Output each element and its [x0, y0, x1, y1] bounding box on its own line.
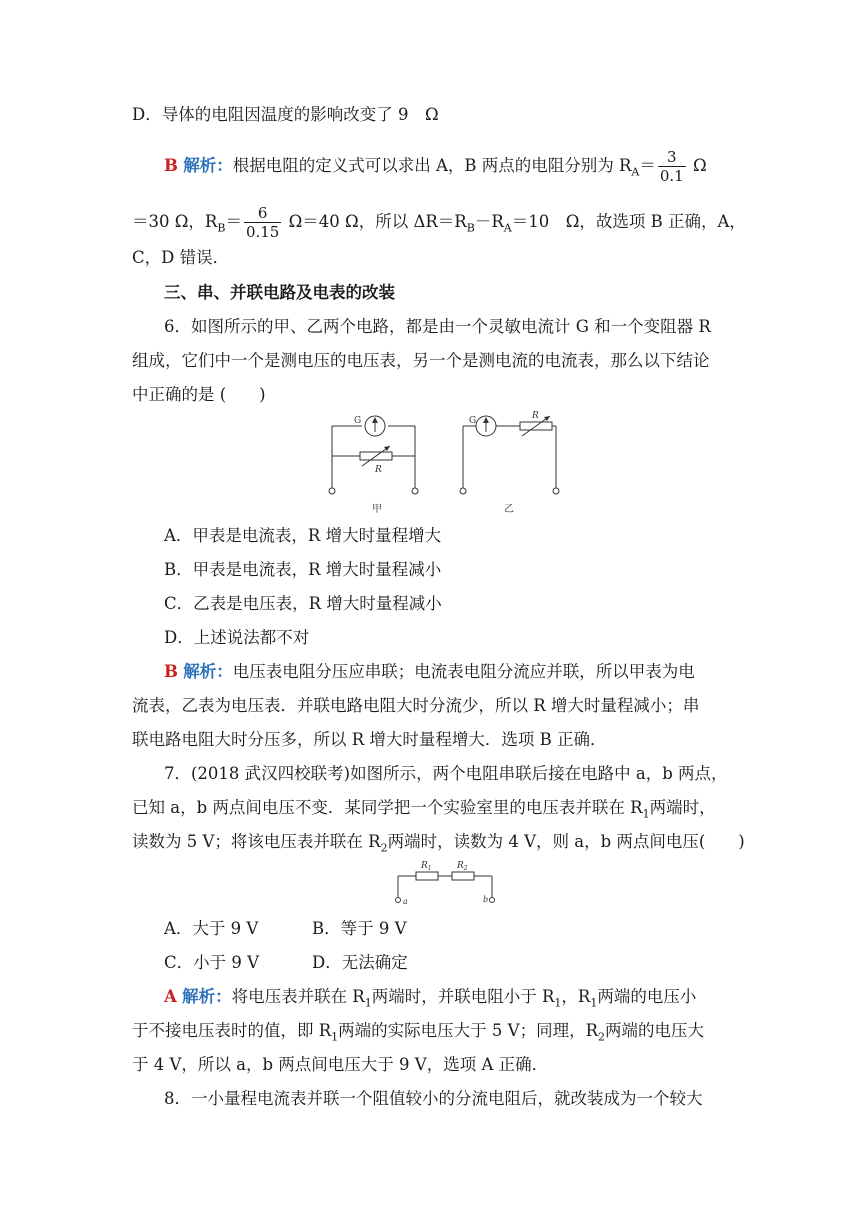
yi-label: 乙 — [504, 504, 514, 515]
answer-text: 将电压表并联在 R — [231, 987, 365, 1006]
subscript: 1 — [331, 1030, 339, 1044]
subscript: 1 — [642, 807, 650, 821]
answer-text: Ω＝40 Ω，所以 ΔR＝R — [288, 212, 467, 231]
answer-text: ＝10 Ω，故选项 B 正确，A， — [511, 212, 746, 231]
subscript: 2 — [598, 1030, 605, 1044]
series-resistor-diagram — [390, 856, 500, 908]
answer-text: 于不接电压表时的值，即 R — [132, 1021, 332, 1040]
jia-label: 甲 — [372, 504, 382, 515]
q7-answer-line-2 — [132, 1020, 704, 1048]
fraction-ra — [658, 148, 686, 185]
q7-option-a: A．大于 9 V — [164, 919, 259, 938]
q6-answer-line-3: 联电路电阻大时分压多，所以 R 增大时量程增大．选项 B 正确． — [132, 730, 607, 749]
stem-text: 读数为 5 V；将该电压表并联在 R — [132, 832, 381, 851]
answer-label: 解析： — [183, 662, 233, 681]
b-label: b — [483, 895, 489, 904]
r-label: R — [375, 465, 382, 475]
q7-answer-line-3: 于 4 V，所以 a，b 两点间电压大于 9 V，选项 A 正确． — [132, 1055, 549, 1074]
q7-stem-2 — [132, 797, 716, 825]
q6-option-d: D．上述说法都不对 — [164, 628, 310, 647]
q7-options-row-1 — [164, 918, 258, 940]
q6-stem-2: 组成，它们中一个是测电压的电压表，另一个是测电流的电流表，那么以下结论 — [132, 351, 710, 370]
q5-answer-line-2 — [132, 204, 746, 241]
fraction-denominator: 0.15 — [245, 223, 280, 241]
fraction-numerator: 6 — [244, 204, 281, 223]
answer-text: ＝30 Ω，R — [132, 212, 218, 231]
answer-label: 解析： — [182, 987, 232, 1006]
answer-text: 电压表电阻分压应串联；电流表电阻分流应并联，所以甲表为电 — [232, 662, 695, 681]
q6-answer-line-2: 流表，乙表为电压表．并联电路电阻大时分流少，所以 R 增大时量程减小；串 — [132, 696, 700, 715]
answer-text: 两端时，并联电阻小于 R — [371, 987, 555, 1006]
answer-text: －R — [474, 212, 504, 231]
answer-text: ，R — [561, 987, 591, 1006]
stem-text: 两端时，读数为 4 V，则 a，b 两点间电压( ) — [387, 832, 745, 851]
q6-option-a: A．甲表是电流表，R 增大时量程增大 — [164, 526, 442, 545]
unit: Ω — [692, 156, 707, 175]
q6-stem-1: 6．如图所示的甲、乙两个电路，都是由一个灵敏电流计 G 和一个变阻器 R — [164, 317, 711, 336]
subscript: 1 — [364, 996, 372, 1010]
q6-option-c: C．乙表是电压表，R 增大时量程减小 — [164, 594, 442, 613]
q6-stem-3: 中正确的是 ( ) — [132, 385, 266, 404]
q6-answer-line-1 — [164, 661, 695, 683]
r-label: R — [532, 411, 539, 421]
q6-option-b: B．甲表是电流表，R 增大时量程减小 — [164, 560, 442, 579]
q5-option-d: D．导体的电阻因温度的影响改变了 9 Ω — [132, 105, 439, 124]
answer-text: 根据电阻的定义式可以求出 A，B 两点的电阻分别为 R — [232, 156, 632, 175]
equals: ＝ — [225, 212, 242, 231]
answer-letter: A — [164, 987, 177, 1006]
g-label: G — [354, 416, 362, 426]
fraction-rb — [244, 204, 281, 241]
subscript: 1 — [554, 996, 562, 1010]
subscript: B — [466, 221, 475, 235]
subscript: A — [631, 165, 640, 179]
q7-option-c: C．小于 9 V — [164, 953, 260, 972]
answer-label: 解析： — [183, 156, 233, 175]
q7-stem-1: 7．(2018 武汉四校联考)如图所示，两个电阻串联后接在电路中 a，b 两点， — [164, 764, 728, 783]
q8-stem-1: 8．一小量程电流表并联一个阻值较小的分流电阻后，就改装成为一个较大 — [164, 1089, 703, 1108]
fraction-denominator: 0.1 — [659, 167, 684, 185]
subscript: B — [217, 221, 226, 235]
fraction-numerator: 3 — [658, 148, 686, 167]
r1-label: $R_1$ — [421, 861, 432, 872]
circuit-diagram-yi — [452, 410, 567, 520]
a-label: a — [403, 897, 408, 906]
answer-text: 两端的实际电压大于 5 V；同理，R — [338, 1021, 598, 1040]
q7-answer-line-1 — [164, 986, 696, 1014]
section-title: 三、串、并联电路及电表的改装 — [164, 283, 395, 302]
equals: ＝ — [639, 156, 656, 175]
stem-text: 已知 a，b 两点间电压不变．某同学把一个实验室里的电压表并联在 R — [132, 798, 643, 817]
stem-text: 两端时， — [649, 798, 716, 817]
answer-text: 两端的电压大 — [605, 1021, 704, 1040]
q5-answer-line-1 — [164, 148, 707, 185]
subscript: 2 — [380, 841, 388, 855]
answer-text: 两端的电压小 — [597, 987, 697, 1006]
g-label: G — [469, 416, 477, 426]
q7-option-d: D．无法确定 — [312, 953, 408, 972]
circuit-diagram-jia — [320, 410, 430, 520]
r2-label: $R_2$ — [457, 861, 468, 872]
q5-answer-line-3: C，D 错误． — [132, 248, 230, 267]
q7-option-b: B．等于 9 V — [312, 919, 407, 938]
subscript: 1 — [590, 996, 598, 1010]
answer-letter: B — [164, 662, 178, 681]
subscript: A — [503, 221, 512, 235]
answer-letter: B — [164, 156, 178, 175]
